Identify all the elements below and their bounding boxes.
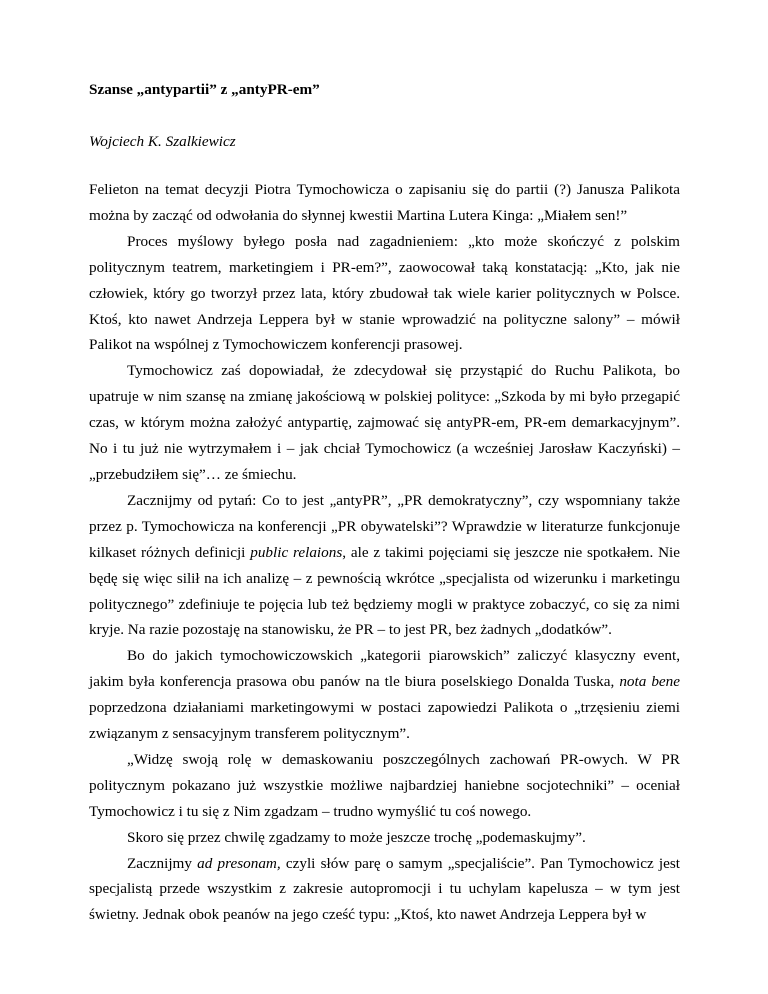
paragraph-text: , ale z takimi pojęciami się jeszcze nie spotkałem. Nie będę się więc silił na ich analizę – z pewnością wkrótce „specjalista od wizerunku i marketingu politycznego” zdefiniuje te pojęcia lub też będziemy mogli w praktyce zobaczyć, co się za nimi kryje. Na razie pozostaję na stanowisku, że PR – to jest PR, bez żadnych „dodatków”. [89, 543, 680, 639]
paragraph [89, 229, 680, 359]
paragraph-text: Skoro się przez chwilę zgadzamy to może jeszcze trochę „podemaskujmy”. [127, 828, 586, 846]
article-title: Szanse „antypartii” z „antyPR-em” [89, 81, 320, 98]
paragraph-text: czyli słów parę o samym „specjaliście”. Pan Tymochowicz jest specjalistą przede wszystkim z zakresie autopromocji i tu uchylam kapelusza – w tym jest świetny. Jednak obok peanów na jego cześć typu: „Ktoś, kto nawet Andrzeja Leppera był w [89, 854, 680, 924]
italic-text: public relaions [250, 543, 343, 561]
article-body [89, 177, 680, 928]
paragraph [89, 851, 680, 929]
paragraph [89, 488, 680, 643]
paragraph [89, 643, 680, 747]
italic-text: ad presonam, [197, 854, 281, 872]
italic-text: nota bene [619, 673, 681, 691]
paragraph-text: Proces myślowy byłego posła nad zagadnieniem: „kto może skończyć z polskim politycznym teatrem, marketingiem i PR-em?”, zaowocował taką konstatacją: „Kto, jak nie człowiek, który go tworzył przez lata, który zbudował tak wiele karier politycznych w Polsce. Ktoś, kto nawet Andrzeja Leppera był w stanie wprowadzić na polityczne salony” – mówił Palikot na wspólnej z Tymochowiczem konferencji prasowej. [89, 232, 680, 354]
paragraph-text: Felieton na temat decyzji Piotra Tymochowicza o zapisaniu się do partii (?) Janusza Palikota można by zacząć od odwołania do słynnej kwestii Martina Lutera Kinga: „Miałem sen!” [89, 181, 680, 224]
paragraph-text: Zacznijmy od pytań: Co to jest „antyPR”, „PR demokratyczny”, czy wspomniany także przez p. Tymochowicza na konferencji „PR obywatelski”? Wprawdzie w literaturze funkcjonuje kilkaset różnych definicji [89, 491, 680, 561]
article-author: Wojciech K. Szalkiewicz [89, 133, 236, 150]
paragraph [89, 747, 680, 825]
paragraph-text: Zacznijmy [127, 854, 198, 872]
paragraph-text: „Widzę swoją rolę w demaskowaniu poszczególnych zachowań PR-owych. W PR politycznym pokazano już wszystkie możliwe najbardziej haniebne socjotechniki” – oceniał Tymochowicz i tu się z Nim zgadzam – trudno wymyślić tu coś nowego. [89, 750, 680, 820]
paragraph-text: Tymochowicz zaś dopowiadał, że zdecydował się przystąpić do Ruchu Palikota, bo upatruje w nim szansę na zmianę jakościową w polskiej polityce: „Szkoda by mi było przegapić czas, w którym można założyć antypartię, zajmować się antyPR-em, PR-em demarkacyjnym”. No i tu już nie wytrzymałem i – jak chciał Tymochowicz (a wcześniej Jarosław Kaczyński) – „przebudziłem się”… ze śmiechu. [89, 362, 680, 483]
paragraph-text: Bo do jakich tymochowiczowskich „kategorii piarowskich” zaliczyć klasyczny event, jakim była konferencja prasowa obu panów na tle biura poselskiego Donalda Tuska, [89, 647, 680, 691]
paragraph [89, 358, 680, 488]
paragraph [89, 177, 680, 229]
paragraph-text: poprzedzona działaniami marketingowymi w postaci zapowiedzi Palikota o „trzęsieniu ziemi związanym z sensacyjnym transferem politycznym”. [89, 699, 680, 743]
paragraph [89, 825, 680, 851]
